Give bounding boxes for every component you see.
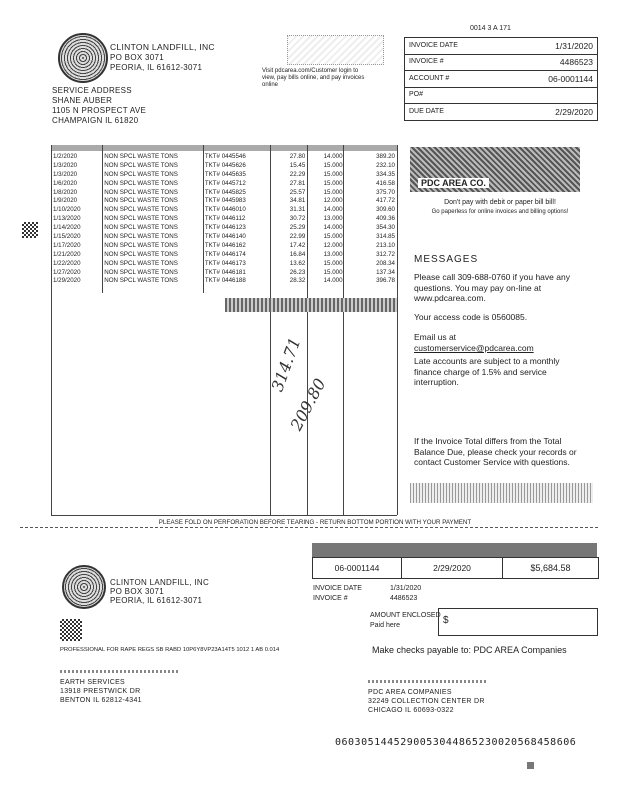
- cell-ticket: TKT# 0446162: [204, 241, 246, 249]
- cell-date: 1/13/2020: [53, 215, 81, 223]
- paid-here-label: Paid here: [370, 622, 400, 629]
- invoice-info-row: [405, 104, 597, 120]
- message-late-fee: Late accounts are subject to a monthly finance charge of 1.5% and service interruption.: [414, 356, 560, 387]
- cell-rate: 15.000: [323, 188, 343, 196]
- cell-qty: 25.57: [289, 188, 306, 196]
- cell-rate: 15.000: [323, 161, 343, 169]
- message-total-differs: If the Invoice Total differs from the Total Balance Due, please check your records or contact Customer Service with questions.: [414, 436, 577, 467]
- cell-date: 1/14/2020: [53, 224, 81, 232]
- promo-banner: [410, 147, 580, 192]
- cell-rate: 15.000: [323, 170, 343, 178]
- cell-amount: 416.58: [376, 179, 395, 187]
- cell-desc: NON SPCL WASTE TONS: [104, 152, 178, 160]
- cell-qty: 15.45: [289, 161, 306, 169]
- cell-ticket: TKT# 0446174: [204, 250, 246, 258]
- cell-rate: 14.000: [323, 224, 343, 232]
- perforation-note: PLEASE FOLD ON PERFORATION BEFORE TEARING - RETURN BOTTOM PORTION WITH YOUR PAYMENT: [158, 519, 472, 526]
- corner-mark: [527, 762, 534, 769]
- cell-amount: 137.34: [376, 268, 395, 276]
- cell-qty: 22.99: [289, 232, 306, 240]
- cell-ticket: TKT# 0445635: [204, 170, 246, 178]
- invoice-info-value: 2/29/2020: [555, 106, 593, 117]
- table-col-divider: [102, 145, 103, 293]
- company-name: CLINTON LANDFILL, INC: [110, 42, 215, 52]
- invoice-info-box: [404, 37, 598, 121]
- cell-date: 1/17/2020: [53, 241, 81, 249]
- cell-desc: NON SPCL WASTE TONS: [104, 215, 178, 223]
- service-city: CHAMPAIGN IL 61820: [52, 116, 139, 125]
- table-border-left: [51, 145, 52, 515]
- message-call: Please call 309-688-0760 if you have any questions. You may pay on-line at www.pdcarea.com.: [414, 272, 570, 303]
- remit-total: $5,684.58: [530, 563, 571, 573]
- cell-rate: 12.000: [323, 197, 343, 205]
- cell-desc: NON SPCL WASTE TONS: [104, 206, 178, 214]
- remit-company-city: PEORIA, IL 61612-3071: [110, 596, 203, 605]
- remit-due-date: 2/29/2020: [402, 558, 503, 578]
- cell-desc: NON SPCL WASTE TONS: [104, 277, 178, 285]
- promo-caption-2: Go paperless for online invoices and billing options!: [431, 209, 569, 215]
- remit-qr-mark: [60, 619, 82, 641]
- cell-date: 1/15/2020: [53, 232, 81, 240]
- table-col-divider: [203, 145, 204, 293]
- invoice-info-value: 06-0001144: [548, 73, 593, 84]
- cell-date: 1/10/2020: [53, 206, 81, 214]
- table-col-divider: [307, 145, 308, 515]
- remit-company-seal: [62, 565, 106, 609]
- cell-rate: 14.000: [323, 152, 343, 160]
- cell-qty: 17.42: [289, 241, 306, 249]
- remit-invoice-no: 4486523: [390, 595, 418, 602]
- cell-amount: 375.70: [376, 188, 395, 196]
- cell-date: 1/29/2020: [53, 277, 81, 285]
- invoice-info-label: ACCOUNT #: [409, 74, 450, 82]
- cell-amount: 417.72: [376, 197, 395, 205]
- cell-amount: 389.20: [376, 152, 395, 160]
- cell-ticket: TKT# 0446123: [204, 224, 246, 232]
- perforation-line: [20, 527, 598, 528]
- cell-rate: 15.000: [323, 179, 343, 187]
- cell-qty: 34.81: [289, 197, 306, 205]
- cell-rate: 15.000: [323, 232, 343, 240]
- cell-rate: 13.000: [323, 215, 343, 223]
- cell-desc: NON SPCL WASTE TONS: [104, 250, 178, 258]
- invoice-info-label: PO#: [409, 91, 424, 99]
- handwritten-note-2: 209.80: [286, 375, 330, 434]
- cell-qty: 27.80: [289, 152, 306, 160]
- cell-amount: 334.35: [376, 170, 395, 178]
- postal-barcode: [60, 670, 180, 673]
- promo-banner-text: PDC AREA CO.: [418, 178, 489, 188]
- cell-date: 1/27/2020: [53, 268, 81, 276]
- cell-desc: NON SPCL WASTE TONS: [104, 241, 178, 249]
- remit-invoice-date: 1/31/2020: [390, 585, 422, 592]
- messages-footer-bar: [410, 483, 593, 503]
- cell-rate: 15.000: [323, 268, 343, 276]
- handwritten-note-1: 314.71: [267, 334, 305, 395]
- customer-city: BENTON IL 62812-4341: [60, 697, 142, 704]
- cell-rate: 14.000: [323, 206, 343, 214]
- message-email-label: Email us at: [414, 332, 457, 342]
- company-po-box: PO BOX 3071: [110, 53, 164, 62]
- cell-amount: 213.10: [376, 241, 395, 249]
- table-bottom-rule: [51, 515, 397, 516]
- cell-amount: 354.30: [376, 224, 395, 232]
- table-col-divider: [270, 145, 271, 515]
- cell-qty: 25.29: [289, 224, 306, 232]
- payee-street: 32249 COLLECTION CENTER DR: [368, 698, 485, 705]
- cell-qty: 26.23: [289, 268, 306, 276]
- cell-qty: 28.32: [289, 277, 306, 285]
- qr-mark: [22, 222, 38, 238]
- remit-barcode-line: PROFESSIONAL FOR RAPE REGS SB RABD 10P6Y8VP23A14T5 1012 1 AB 0.014: [60, 647, 280, 653]
- cell-date: 1/22/2020: [53, 259, 81, 267]
- messages-title: MESSAGES: [414, 254, 479, 265]
- cell-desc: NON SPCL WASTE TONS: [104, 188, 178, 196]
- payee-barcode: [368, 680, 488, 683]
- cell-rate: 12.000: [323, 241, 343, 249]
- invoice-info-label: INVOICE #: [409, 58, 444, 66]
- cell-desc: NON SPCL WASTE TONS: [104, 161, 178, 169]
- cell-ticket: TKT# 0446010: [204, 206, 246, 214]
- cell-amount: 314.85: [376, 232, 395, 240]
- cell-amount: 409.36: [376, 215, 395, 223]
- remit-invoice-date-label: INVOICE DATE: [313, 585, 362, 592]
- cell-ticket: TKT# 0445983: [204, 197, 246, 205]
- cell-ticket: TKT# 0446173: [204, 259, 246, 267]
- cell-date: 1/6/2020: [53, 179, 78, 187]
- cell-rate: 15.000: [323, 259, 343, 267]
- cell-amount: 232.10: [376, 161, 395, 169]
- cell-date: 1/3/2020: [53, 170, 78, 178]
- cell-amount: 396.78: [376, 277, 395, 285]
- table-totals-bar: [225, 298, 397, 312]
- cell-amount: 309.60: [376, 206, 395, 214]
- cell-desc: NON SPCL WASTE TONS: [104, 259, 178, 267]
- invoice-info-value: 4486523: [559, 57, 593, 68]
- company-seal: [58, 33, 108, 83]
- online-note: Visit pdcarea.com/Customer login to view, pay bills online, and pay invoices online: [262, 68, 365, 88]
- cell-ticket: TKT# 0445546: [204, 152, 246, 160]
- service-street: 1105 N PROSPECT AVE: [52, 106, 147, 115]
- table-col-divider: [343, 145, 344, 515]
- cell-qty: 31.31: [289, 206, 306, 214]
- cell-desc: NON SPCL WASTE TONS: [104, 232, 178, 240]
- customer-street: 13918 PRESTWICK DR: [60, 688, 141, 695]
- ocr-scan-line: 0603051445290053044865230020568458606: [335, 737, 577, 748]
- promo-caption-1: Don't pay with debit or paper bill bill!: [444, 199, 556, 206]
- cell-desc: NON SPCL WASTE TONS: [104, 224, 178, 232]
- cell-amount: 312.72: [376, 250, 395, 258]
- invoice-info-row: [405, 87, 597, 104]
- invoice-info-value: 1/31/2020: [555, 41, 593, 51]
- amount-enclosed-field[interactable]: [438, 608, 598, 636]
- cell-desc: NON SPCL WASTE TONS: [104, 197, 178, 205]
- cell-rate: 14.000: [323, 277, 343, 285]
- payable-note: Make checks payable to: PDC AREA Companies: [372, 645, 567, 655]
- company-city: PEORIA, IL 61612-3071: [110, 63, 203, 72]
- cell-qty: 16.84: [289, 250, 306, 258]
- remit-summary-header: [312, 543, 597, 557]
- invoice-info-row: [405, 38, 597, 55]
- cell-ticket: TKT# 0445825: [204, 188, 246, 196]
- amount-enclosed-label: AMOUNT ENCLOSED: [370, 612, 441, 619]
- cell-amount: 208.34: [376, 259, 395, 267]
- invoice-info-label: DUE DATE: [409, 107, 444, 115]
- payee-city: CHICAGO IL 60693-0322: [368, 707, 454, 714]
- cell-date: 1/9/2020: [53, 197, 78, 205]
- invoice-info-row: [405, 54, 597, 71]
- amount-currency: $: [443, 615, 449, 626]
- cell-date: 1/2/2020: [53, 152, 78, 160]
- invoice-info-label: INVOICE DATE: [409, 42, 458, 49]
- cell-ticket: TKT# 0446140: [204, 232, 246, 240]
- cell-date: 1/8/2020: [53, 188, 78, 196]
- cell-desc: NON SPCL WASTE TONS: [104, 179, 178, 187]
- cell-ticket: TKT# 0446181: [204, 268, 246, 276]
- cell-ticket: TKT# 0445712: [204, 179, 246, 187]
- top-code: 0014 3 A 171: [470, 25, 511, 32]
- cell-desc: NON SPCL WASTE TONS: [104, 268, 178, 276]
- cell-qty: 30.72: [289, 215, 306, 223]
- cell-ticket: TKT# 0445626: [204, 161, 246, 169]
- cell-qty: 13.62: [289, 259, 306, 267]
- invoice-info-row: [405, 71, 597, 88]
- cell-ticket: TKT# 0446112: [204, 215, 246, 223]
- message-email-link[interactable]: customerservice@pdcarea.com: [414, 343, 534, 353]
- cell-date: 1/3/2020: [53, 161, 78, 169]
- payee-name: PDC AREA COMPANIES: [368, 689, 452, 696]
- remit-invoice-no-label: INVOICE #: [313, 595, 348, 602]
- message-access-code: Your access code is 0560085.: [414, 312, 528, 322]
- cell-rate: 13.000: [323, 250, 343, 258]
- remit-company-po-box: PO BOX 3071: [110, 587, 164, 596]
- service-address-label: SERVICE ADDRESS: [52, 86, 132, 95]
- cell-qty: 27.81: [289, 179, 306, 187]
- cell-ticket: TKT# 0446188: [204, 277, 246, 285]
- remit-account: 06-0001144: [313, 558, 402, 578]
- cell-date: 1/21/2020: [53, 250, 81, 258]
- cell-desc: NON SPCL WASTE TONS: [104, 170, 178, 178]
- remit-summary-box: [312, 557, 599, 579]
- service-name: SHANE AUBER: [52, 96, 113, 105]
- table-border-right: [397, 145, 398, 515]
- cell-qty: 22.29: [289, 170, 306, 178]
- pdc-logo: [287, 35, 384, 65]
- remit-company-name: CLINTON LANDFILL, INC: [110, 578, 210, 587]
- customer-name: EARTH SERVICES: [60, 679, 126, 686]
